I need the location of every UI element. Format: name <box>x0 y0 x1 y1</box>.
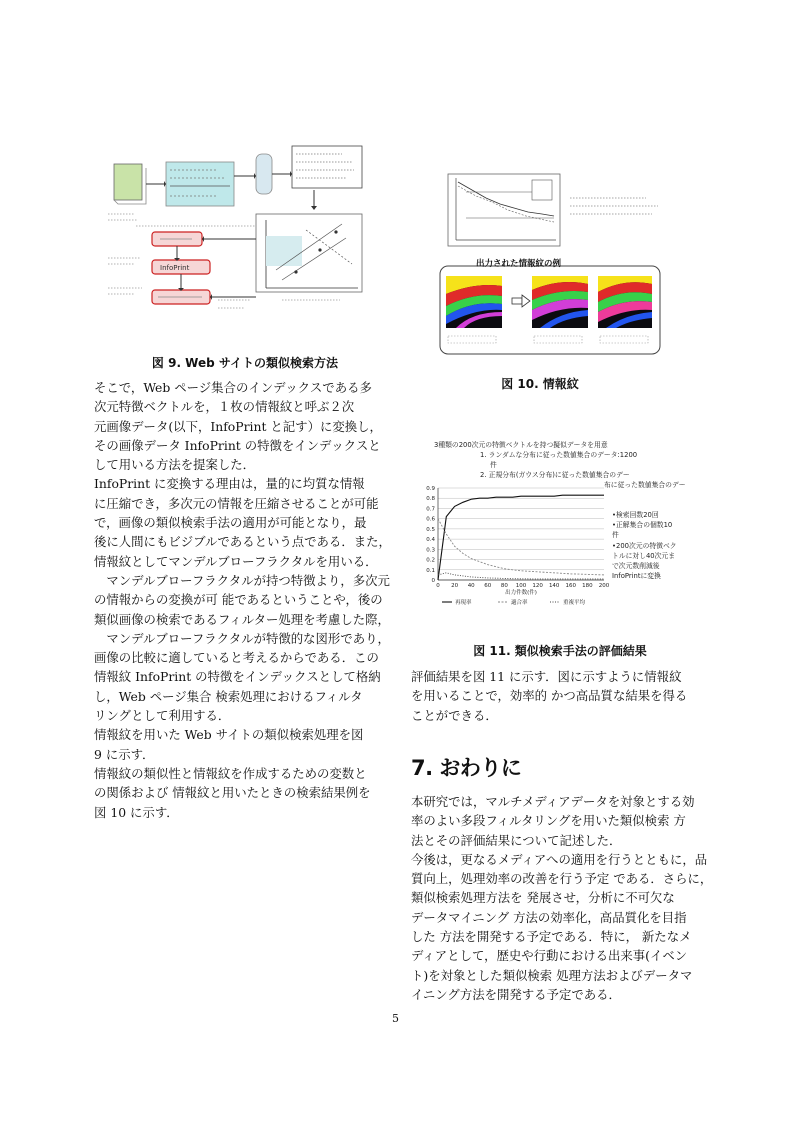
right-column-paragraph-1: 評価結果を図 11 に示す．図に示すように情報紋 を用いることで，効率的 かつ高品質な結果を得る ことができる． <box>411 669 688 723</box>
fig11-header-line-2: 1. ランダムな分布に従った数値集合のデータ:1200 <box>480 451 638 459</box>
fig11-header-line-3: 件 <box>490 461 497 469</box>
infoprint-box-label: InfoPrint <box>160 264 190 272</box>
x-tick-label: 80 <box>500 583 508 589</box>
x-tick-label: 180 <box>582 583 593 589</box>
fig11-header-line-5: 布に従った数値集合のデー <box>604 481 686 489</box>
x-tick-label: 100 <box>515 583 527 589</box>
transform-process <box>256 154 272 194</box>
legend-label: 重複平均 <box>563 600 586 606</box>
figure-9-diagram <box>106 140 366 324</box>
fig11-header-line-4: 2. 正規分布(ガウス分布)に従った数値集合のデー <box>480 471 630 479</box>
web-page-icon <box>114 164 142 200</box>
section-heading-conclusion: 7. おわりに <box>411 756 522 780</box>
fig11-header-line-1: 3種類の200次元の特徴ベクトルを持つ擬似データを用意 <box>434 441 608 449</box>
legend-label: 再現率 <box>455 600 472 606</box>
y-tick-label: 0.3 <box>426 547 435 554</box>
graph-center-box <box>266 236 302 266</box>
fig11-note-2: •正解集合の個数10 <box>612 521 673 530</box>
fractal-image-2 <box>532 276 588 328</box>
figure-11-chart <box>418 484 608 614</box>
left-column-text: そこで，Web ページ集合のインデックスである多 次元特徴ベクトルを，１枚の情報紋と呼ぶ２次 元画像データ(以下，InfoPrint と記す）に変換し， その画像データ InfoPrint の特徴をインデックスと して用いる方法を提案した． InfoPrint に変換する理由は，量的に均質な情報 に圧縮でき，多次元の情報を圧縮させることが可能 で，画像の類似検索手法の適用が可能となり，最 後に人間にもビジブルであるという点である．また， 情報紋としてマンデルブローフラクタルを用いる． マンデルブローフラクタルが持つ特徴より，多次元 の情報からの変換が可 能であるということや，後の 類似画像の検索であるフィルター処理を考慮した際， マンデルブローフラクタルが特徴的な図形であり， 画像の比較に適していると考えるからである．この 情報紋 InfoPrint の特徴をインデックスとして格納 し，Web ページ集合 検索処理におけるフィルタ リングとして利用する． 情報紋を用いた Web サイトの類似検索処理を図 9 に示す． 情報紋の類似性と情報紋を作成するための変数と の関係および 情報紋と用いたときの検索結果例を 図 10 に示す． <box>94 380 391 820</box>
figure-10-caption: 図 10. 情報紋 <box>501 377 579 391</box>
fig11-note-4: •200次元の特徴ベク <box>612 541 677 550</box>
y-tick-label: 0.8 <box>426 496 435 503</box>
x-tick-label: 200 <box>598 583 610 589</box>
feature-vector-box <box>166 162 234 206</box>
y-tick-label: 0.6 <box>426 516 435 523</box>
x-tick-label: 0 <box>436 583 440 589</box>
x-tick-label: 140 <box>548 583 560 589</box>
x-tick-label: 160 <box>565 583 577 589</box>
fractal-image-3 <box>598 276 652 328</box>
y-tick-label: 0.4 <box>426 537 435 544</box>
x-tick-label: 120 <box>532 583 543 589</box>
y-tick-label: 0.7 <box>426 506 435 513</box>
series-line-1 <box>438 495 604 580</box>
page-number: 5 <box>392 1012 399 1025</box>
right-column-paragraph-2: 本研究では，マルチメディアデータを対象とする効 率のよい多段フィルタリングを用いた類似検索 方 法とその評価結果について記述した． 今後は，更なるメディアへの適用を行うとともに，品 質向上，処理効率の改善を行う予定 である．さらに， 類似検索処理方法を 発展させ，分析に不可欠な データマイニング 方法の効率化，高品質化を目指 した 方法を開発する予定である．特に， 新たなメ ディアとして，歴史や行動における出来事(イベン ト)を対象とした類似検索 処理方法およびデータマ イニング方法を開発する予定である． <box>411 794 713 1002</box>
y-tick-label: 0.1 <box>426 567 435 574</box>
fig11-note-3: 件 <box>612 531 619 540</box>
x-tick-label: 60 <box>484 583 492 589</box>
fractal-image-1 <box>446 276 502 328</box>
description-box <box>292 146 362 188</box>
x-tick-label: 40 <box>467 583 475 589</box>
small-chart-legend <box>532 180 552 200</box>
series-line-2 <box>438 519 604 575</box>
figure-9-caption: 図 9. Web サイトの類似検索方法 <box>151 356 339 370</box>
fig10-arrow <box>512 298 522 304</box>
fig11-note-7: InfoPrintに変換 <box>612 572 661 581</box>
fig11-note-5: トルに対し40次元ま <box>612 551 676 560</box>
figure-11-header <box>420 440 720 490</box>
y-tick-label: 0.9 <box>426 486 435 492</box>
y-tick-label: 0.5 <box>426 526 435 533</box>
x-axis-label: 出力件数(件) <box>505 590 537 596</box>
fig10-sample-label: 出力された情報紋の例 <box>476 259 562 269</box>
y-tick-label: 0.2 <box>426 557 435 564</box>
fig11-note-1: •検索回数20回 <box>612 511 659 519</box>
y-tick-label: 0 <box>431 578 435 584</box>
figure-11-caption: 図 11. 類似検索手法の評価結果 <box>473 644 647 658</box>
x-tick-label: 20 <box>451 583 459 589</box>
legend-label: 適合率 <box>511 600 528 606</box>
fig11-note-6: で次元数削減後 <box>612 562 660 571</box>
figure-10-graphic <box>436 166 666 362</box>
figure-11-notes <box>612 510 692 581</box>
